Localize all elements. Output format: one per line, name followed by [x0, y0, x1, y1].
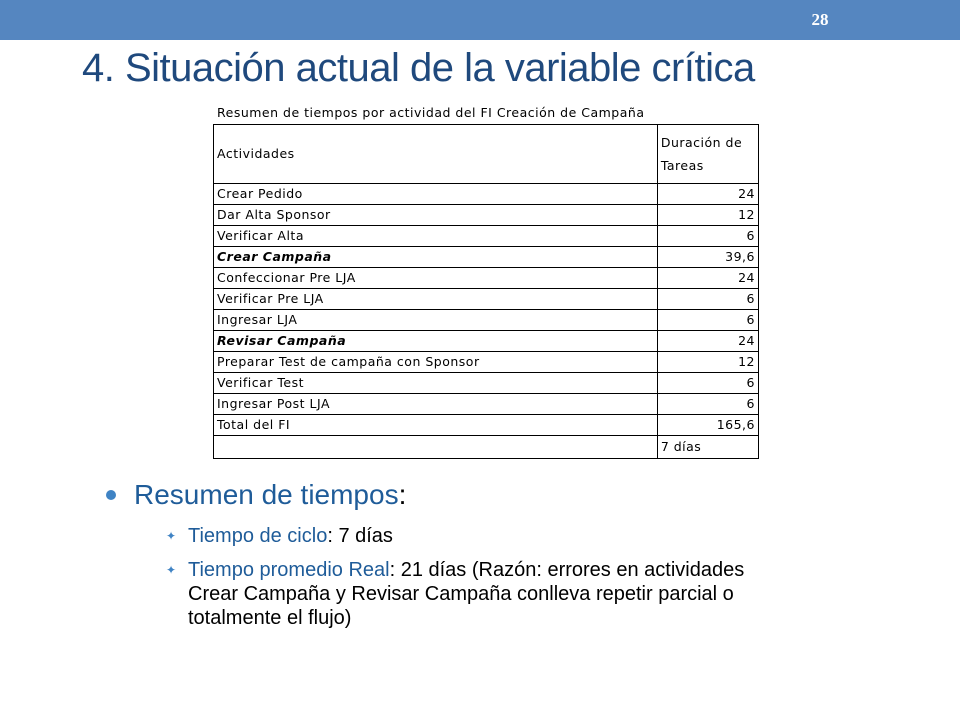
- table-row: [214, 373, 759, 394]
- activity-cell: Verificar Alta: [214, 226, 658, 247]
- duration-cell: 39,6: [657, 247, 758, 268]
- slide-number: 28: [811, 10, 829, 29]
- table-row-highlighted: [214, 331, 759, 352]
- bullet-dot-icon: [106, 490, 116, 500]
- duration-cell: 6: [657, 226, 758, 247]
- activity-cell: Ingresar Post LJA: [214, 394, 658, 415]
- average-time-value: : 21 días (Razón: errores en actividades Crear Campaña y Revisar Campaña conlleva repetir parcial o totalmente el flujo): [188, 559, 745, 629]
- table-row: [214, 310, 759, 331]
- table-row: [214, 394, 759, 415]
- activity-cell: Preparar Test de campaña con Sponsor: [214, 352, 658, 373]
- slide-title: 4. Situación actual de la variable crítica: [82, 46, 755, 90]
- table-caption: Resumen de tiempos por actividad del FI Creación de Campaña: [217, 105, 645, 120]
- table-row: [214, 289, 759, 310]
- activity-cell: Total del FI: [214, 415, 658, 436]
- header-duration-line2: Tareas: [660, 158, 704, 173]
- table-row: [214, 352, 759, 373]
- sub-bullet-star-icon: ✦: [166, 563, 177, 577]
- duration-cell: 6: [657, 289, 758, 310]
- activity-cell: Ingresar LJA: [214, 310, 658, 331]
- sub-bullet-cycle-time: [162, 524, 778, 548]
- bullet-summary-colon: :: [398, 479, 407, 510]
- table-row-days: [214, 436, 759, 459]
- table-row-highlighted: [214, 247, 759, 268]
- sub-bullet-average-time: [162, 558, 778, 630]
- table-row: [214, 205, 759, 226]
- duration-cell: 12: [657, 205, 758, 226]
- duration-cell: 12: [657, 352, 758, 373]
- table-row: [214, 268, 759, 289]
- header-activities: Actividades: [214, 125, 658, 184]
- duration-cell: 24: [657, 268, 758, 289]
- bullet-list: [106, 476, 906, 630]
- duration-cell: 165,6: [657, 415, 758, 436]
- activity-cell: Dar Alta Sponsor: [214, 205, 658, 226]
- sub-bullet-star-icon: ✦: [166, 529, 177, 543]
- times-table: [213, 124, 759, 459]
- bullet-summary: [106, 476, 906, 514]
- header-duration: [657, 125, 758, 184]
- header-bar: [0, 0, 960, 40]
- duration-cell: 24: [657, 331, 758, 352]
- duration-cell: 6: [657, 394, 758, 415]
- duration-cell: 7 días: [657, 436, 758, 459]
- table-row: [214, 184, 759, 205]
- activity-cell: Revisar Campaña: [214, 331, 658, 352]
- activity-cell: Crear Pedido: [214, 184, 658, 205]
- duration-cell: 6: [657, 310, 758, 331]
- duration-cell: 6: [657, 373, 758, 394]
- table-row: [214, 226, 759, 247]
- table-header-row: [214, 125, 759, 184]
- cycle-time-value: : 7 días: [327, 525, 393, 547]
- activity-cell: Verificar Test: [214, 373, 658, 394]
- header-duration-line1: Duración de: [660, 135, 743, 150]
- activity-cell: Verificar Pre LJA: [214, 289, 658, 310]
- bullet-summary-text: Resumen de tiempos: [134, 479, 399, 510]
- table-row-total: [214, 415, 759, 436]
- duration-cell: 24: [657, 184, 758, 205]
- activity-cell: Confeccionar Pre LJA: [214, 268, 658, 289]
- activity-cell: Crear Campaña: [214, 247, 658, 268]
- average-time-label: Tiempo promedio Real: [188, 559, 390, 581]
- activity-cell: [214, 436, 658, 459]
- cycle-time-label: Tiempo de ciclo: [188, 525, 328, 547]
